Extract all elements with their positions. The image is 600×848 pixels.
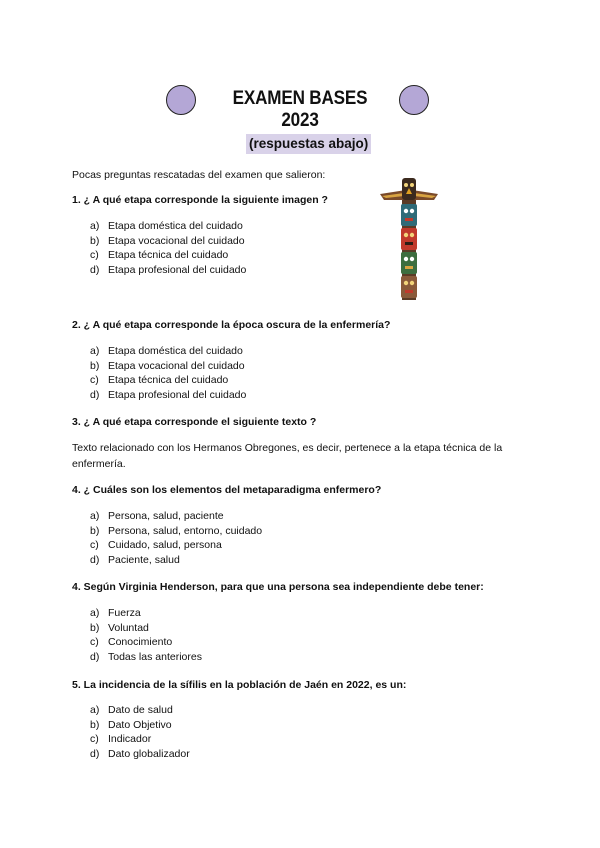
option: b) Voluntad: [90, 621, 149, 634]
question-1-options: [90, 219, 246, 278]
option: d) Dato globalizador: [90, 748, 190, 761]
option: b) Etapa vocacional del cuidado: [90, 234, 245, 247]
option: a) Etapa doméstica del cuidado: [90, 220, 243, 232]
question-4: 4. ¿ Cuáles son los elementos del metaparadigma enfermero?: [72, 484, 382, 496]
option: d) Todas las anteriores: [90, 651, 202, 664]
option: d) Etapa profesional del cuidado: [90, 389, 247, 402]
option: b) Etapa vocacional del cuidado: [90, 359, 245, 372]
intro-text: Pocas preguntas rescatadas del examen que salieron:: [72, 169, 326, 181]
option: b) Dato Objetivo: [90, 718, 172, 731]
title-row: [0, 83, 600, 131]
question-6: 5. La incidencia de la sífilis en la población de Jaén en 2022, es un:: [72, 679, 407, 691]
option: c) Etapa técnica del cuidado: [90, 374, 229, 387]
option: a) Persona, salud, paciente: [90, 510, 224, 522]
question-2: 2. ¿ A qué etapa corresponde la época oscura de la enfermería?: [72, 319, 391, 331]
option: d) Paciente, salud: [90, 554, 180, 567]
option: a) Dato de salud: [90, 704, 173, 716]
question-5-options: [90, 606, 202, 665]
option: a) Etapa doméstica del cuidado: [90, 345, 243, 357]
subtitle: (respuestas abajo): [246, 134, 371, 154]
question-5: 4. Según Virginia Henderson, para que una persona sea independiente debe tener:: [72, 581, 484, 593]
option: b) Persona, salud, entorno, cuidado: [90, 524, 263, 537]
option: c) Cuidado, salud, persona: [90, 539, 222, 552]
right-circle-icon: [399, 85, 429, 115]
question-3-answer: Texto relacionado con los Hermanos Obregones, es decir, pertenece a la etapa técnica de la enfermería.: [72, 442, 503, 470]
totem-pole-icon: [376, 176, 442, 302]
question-6-options: [90, 703, 190, 762]
question-1: 1. ¿ A qué etapa corresponde la siguiente imagen ?: [72, 194, 328, 206]
question-2-options: [90, 344, 246, 403]
left-circle-icon: [166, 85, 196, 115]
question-3: 3. ¿ A qué etapa corresponde el siguiente texto ?: [72, 416, 317, 428]
option: c) Conocimiento: [90, 636, 173, 649]
option: c) Indicador: [90, 733, 152, 746]
option: c) Etapa técnica del cuidado: [90, 249, 229, 262]
option: d) Etapa profesional del cuidado: [90, 264, 247, 277]
question-4-options: [90, 509, 262, 568]
page-title: EXAMEN BASES 2023: [232, 88, 368, 131]
option: a) Fuerza: [90, 607, 141, 619]
